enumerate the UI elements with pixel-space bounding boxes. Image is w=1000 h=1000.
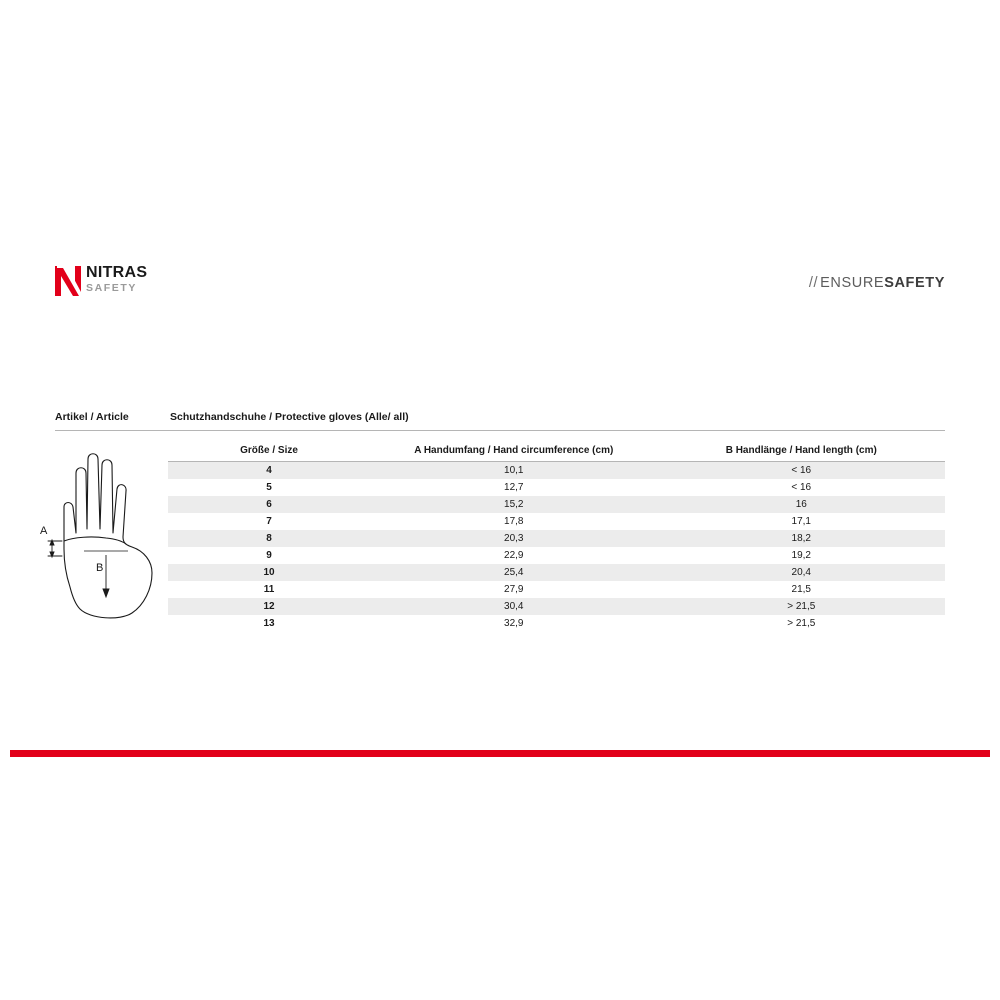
cell-length: < 16 (658, 479, 946, 496)
brand-tagline (809, 275, 945, 291)
brand-name: NITRAS (86, 264, 148, 281)
size-table (168, 442, 945, 632)
cell-circumference: 27,9 (370, 581, 657, 598)
hand-outline-diagram (40, 437, 170, 622)
cell-size: 5 (168, 479, 370, 496)
cell-size: 11 (168, 581, 370, 598)
cell-length: 17,1 (658, 513, 946, 530)
table-row (168, 496, 945, 513)
cell-length: > 21,5 (658, 615, 946, 632)
table-row (168, 479, 945, 496)
tagline-light: ENSURE (820, 275, 885, 291)
tagline-bold: SAFETY (884, 275, 945, 291)
table-row (168, 547, 945, 564)
brand-wordmark (86, 265, 147, 294)
cell-length: < 16 (658, 462, 946, 480)
article-label: Artikel / Article (55, 411, 129, 423)
cell-length: 20,4 (658, 564, 946, 581)
cell-length: 16 (658, 496, 946, 513)
tagline-slashes: // (808, 275, 819, 291)
cell-size: 8 (168, 530, 370, 547)
cell-size: 4 (168, 462, 370, 480)
column-header-size: Größe / Size (168, 442, 370, 462)
cell-circumference: 10,1 (370, 462, 657, 480)
brand-logo (55, 265, 147, 295)
footer-accent-bar (10, 750, 990, 757)
cell-length: 19,2 (658, 547, 946, 564)
cell-length: 18,2 (658, 530, 946, 547)
cell-circumference: 12,7 (370, 479, 657, 496)
cell-circumference: 15,2 (370, 496, 657, 513)
cell-size: 7 (168, 513, 370, 530)
table-row (168, 581, 945, 598)
cell-size: 10 (168, 564, 370, 581)
cell-circumference: 22,9 (370, 547, 657, 564)
table-body (168, 462, 945, 633)
cell-size: 9 (168, 547, 370, 564)
nitras-n-logo-icon (55, 266, 81, 296)
table-row (168, 615, 945, 632)
cell-size: 6 (168, 496, 370, 513)
cell-circumference: 30,4 (370, 598, 657, 615)
table-row (168, 564, 945, 581)
table-header (168, 442, 945, 462)
cell-size: 12 (168, 598, 370, 615)
cell-circumference: 20,3 (370, 530, 657, 547)
cell-circumference: 17,8 (370, 513, 657, 530)
table-header-row (168, 442, 945, 462)
table-row (168, 513, 945, 530)
cell-circumference: 25,4 (370, 564, 657, 581)
article-divider (55, 430, 945, 431)
column-header-length: B Handlänge / Hand length (cm) (658, 442, 946, 462)
diagram-label-a: A (40, 525, 48, 537)
cell-circumference: 32,9 (370, 615, 657, 632)
cell-length: 21,5 (658, 581, 946, 598)
table-row (168, 598, 945, 615)
column-header-circumference: A Handumfang / Hand circumference (cm) (370, 442, 657, 462)
cell-size: 13 (168, 615, 370, 632)
brand-subname: SAFETY (86, 282, 138, 294)
page-header (55, 265, 945, 310)
table-row (168, 530, 945, 547)
table-row (168, 462, 945, 480)
diagram-label-b: B (96, 562, 104, 574)
cell-length: > 21,5 (658, 598, 946, 615)
article-value: Schutzhandschuhe / Protective gloves (Alle/ all) (170, 411, 409, 423)
